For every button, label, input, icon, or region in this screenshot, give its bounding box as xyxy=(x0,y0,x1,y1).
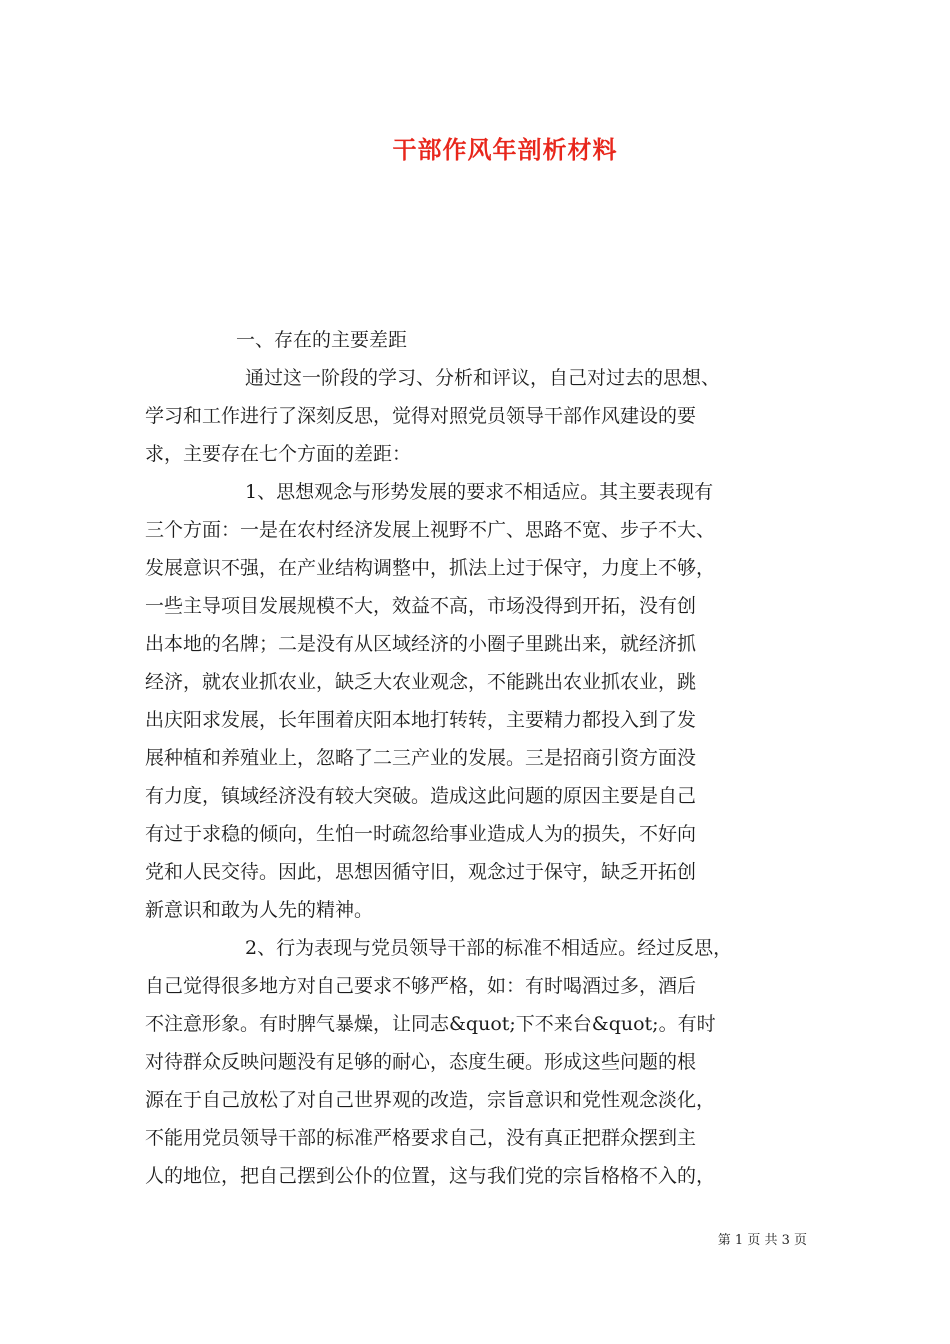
body-line: 新意识和敢为人先的精神。 xyxy=(145,899,374,921)
body-line: 对待群众反映问题没有足够的耐心，态度生硬。形成这些问题的根 xyxy=(145,1051,697,1073)
body-line: 有过于求稳的倾向，生怕一时疏忽给事业造成人为的损失，不好向 xyxy=(145,823,697,845)
document-title: 干部作风年剖析材料 xyxy=(392,136,618,164)
body-line: 三个方面：一是在农村经济发展上视野不广、思路不宽、步子不大、 xyxy=(145,519,716,541)
body-line: 人的地位，把自己摆到公仆的位置，这与我们党的宗旨格格不入的， xyxy=(145,1165,716,1187)
section-heading: 一、存在的主要差距 xyxy=(236,329,408,351)
body-line: 一些主导项目发展规模不大，效益不高，市场没得到开拓，没有创 xyxy=(145,595,697,617)
body-line: 求，主要存在七个方面的差距： xyxy=(145,443,412,465)
page-number: 第 1 页 共 3 页 xyxy=(717,1233,807,1248)
body-line: 不能用党员领导干部的标准严格要求自己，没有真正把群众摆到主 xyxy=(145,1127,697,1149)
body-line: 出本地的名牌；二是没有从区域经济的小圈子里跳出来，就经济抓 xyxy=(145,633,697,655)
document-body xyxy=(145,321,825,1195)
body-line: 出庆阳求发展，长年围着庆阳本地打转转，主要精力都投入到了发 xyxy=(145,709,697,731)
body-line: 自己觉得很多地方对自己要求不够严格，如：有时喝酒过多，酒后 xyxy=(145,975,697,997)
body-line: 有力度，镇域经济没有较大突破。造成这此问题的原因主要是自己 xyxy=(145,785,697,807)
body-line: 不注意形象。有时脾气暴燥，让同志&quot;下不来台&quot;。有时 xyxy=(145,1013,716,1035)
body-line: 通过这一阶段的学习、分析和评议，自己对过去的思想、 xyxy=(245,367,721,389)
body-line: 党和人民交待。因此，思想因循守旧，观念过于保守，缺乏开拓创 xyxy=(145,861,697,883)
body-line: 学习和工作进行了深刻反思，觉得对照党员领导干部作风建设的要 xyxy=(145,405,697,427)
body-line: 发展意识不强，在产业结构调整中，抓法上过于保守，力度上不够， xyxy=(145,557,716,579)
body-line: 2、行为表现与党员领导干部的标准不相适应。经过反思， xyxy=(245,937,733,959)
body-line: 展种植和养殖业上，忽略了二三产业的发展。三是招商引资方面没 xyxy=(145,747,697,769)
body-line: 1、思想观念与形势发展的要求不相适应。其主要表现有 xyxy=(245,481,714,503)
body-line: 经济，就农业抓农业，缺乏大农业观念，不能跳出农业抓农业，跳 xyxy=(145,671,697,693)
body-line: 源在于自己放松了对自己世界观的改造，宗旨意识和党性观念淡化， xyxy=(145,1089,716,1111)
